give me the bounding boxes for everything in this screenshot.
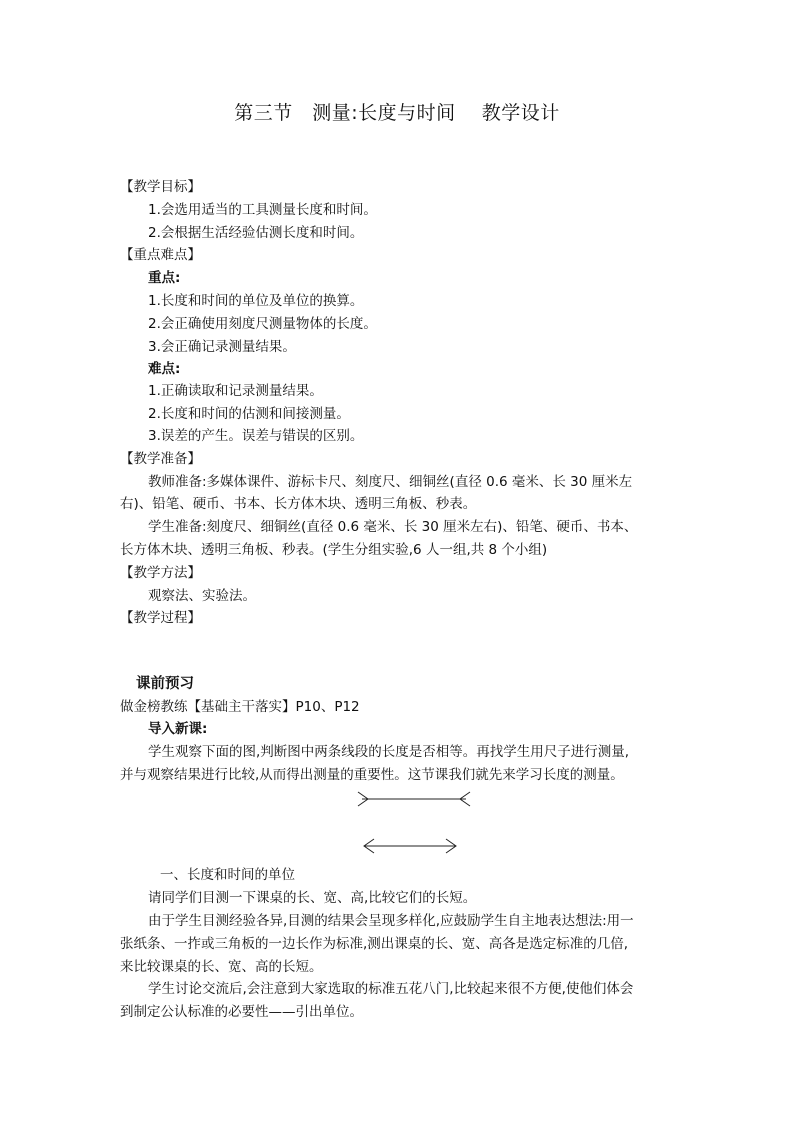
- preview-exercise: 做金榜教练【基础主干落实】P10、P12: [120, 699, 360, 715]
- goal-item-2: 2.会根据生活经验估测长度和时间。: [148, 225, 364, 241]
- goals-heading: 【教学目标】: [120, 179, 201, 195]
- method-heading: 【教学方法】: [120, 565, 201, 581]
- student-prep-line-2: 长方体木块、透明三角板、秒表。(学生分组实验,6 人一组,共 8 个小组): [120, 542, 548, 558]
- focus-item-1: 1.长度和时间的单位及单位的换算。: [148, 293, 364, 309]
- focus-item-3: 3.会正确记录测量结果。: [148, 339, 296, 355]
- unit-para-3-line-1: 学生讨论交流后,会注意到大家选取的标准五花八门,比较起来很不方便,使他们体会: [148, 981, 634, 997]
- unit-para-2-line-1: 由于学生目测经验各异,目测的结果会呈现多样化,应鼓励学生自主地表达想法:用一: [148, 913, 634, 929]
- focus-item-2: 2.会正确使用刻度尺测量物体的长度。: [148, 316, 377, 332]
- difficulty-item-1: 1.正确读取和记录测量结果。: [148, 383, 323, 399]
- difficulty-label: 难点:: [148, 361, 181, 377]
- unit-para-2-line-2: 张纸条、一拃或三角板的一边长作为标准,测出课桌的长、宽、高各是选定标准的几倍,: [120, 936, 629, 952]
- student-prep-line-1: 学生准备:刻度尺、细铜丝(直径 0.6 毫米、长 30 厘米左右)、铅笔、硬币、书本、: [148, 519, 638, 535]
- unit-para-2-line-3: 来比较课桌的长、宽、高的长短。: [120, 959, 323, 975]
- teacher-prep-line-2: 右)、铅笔、硬币、书本、长方体木块、透明三角板、秒表。: [120, 496, 477, 512]
- unit-para-3-line-2: 到制定公认标准的必要性——引出单位。: [120, 1004, 363, 1020]
- goal-item-1: 1.会选用适当的工具测量长度和时间。: [148, 202, 377, 218]
- unit-para-1: 请同学们目测一下课桌的长、宽、高,比较它们的长短。: [148, 890, 477, 906]
- difficulty-item-2: 2.长度和时间的估测和间接测量。: [148, 406, 350, 422]
- difficulty-item-3: 3.误差的产生。误差与错误的区别。: [148, 428, 364, 444]
- focus-label: 重点:: [148, 270, 181, 286]
- prep-heading: 【教学准备】: [120, 451, 201, 467]
- unit-heading: 一、长度和时间的单位: [160, 867, 295, 883]
- process-heading: 【教学过程】: [120, 610, 201, 626]
- method-text: 观察法、实验法。: [148, 588, 256, 604]
- page-title: 第三节 测量:长度与时间 教学设计: [234, 102, 560, 124]
- keypoints-heading: 【重点难点】: [120, 247, 201, 263]
- intro-line-2: 并与观察结果进行比较,从而得出测量的重要性。这节课我们就先来学习长度的测量。: [120, 767, 624, 783]
- preview-heading: 课前预习: [136, 676, 194, 692]
- intro-line-1: 学生观察下面的图,判断图中两条线段的长度是否相等。再找学生用尺子进行测量,: [148, 744, 630, 760]
- teacher-prep-line-1: 教师准备:多媒体课件、游标卡尺、刻度尺、细铜丝(直径 0.6 毫米、长 30 厘米左: [148, 474, 633, 490]
- intro-label: 导入新课:: [148, 721, 208, 737]
